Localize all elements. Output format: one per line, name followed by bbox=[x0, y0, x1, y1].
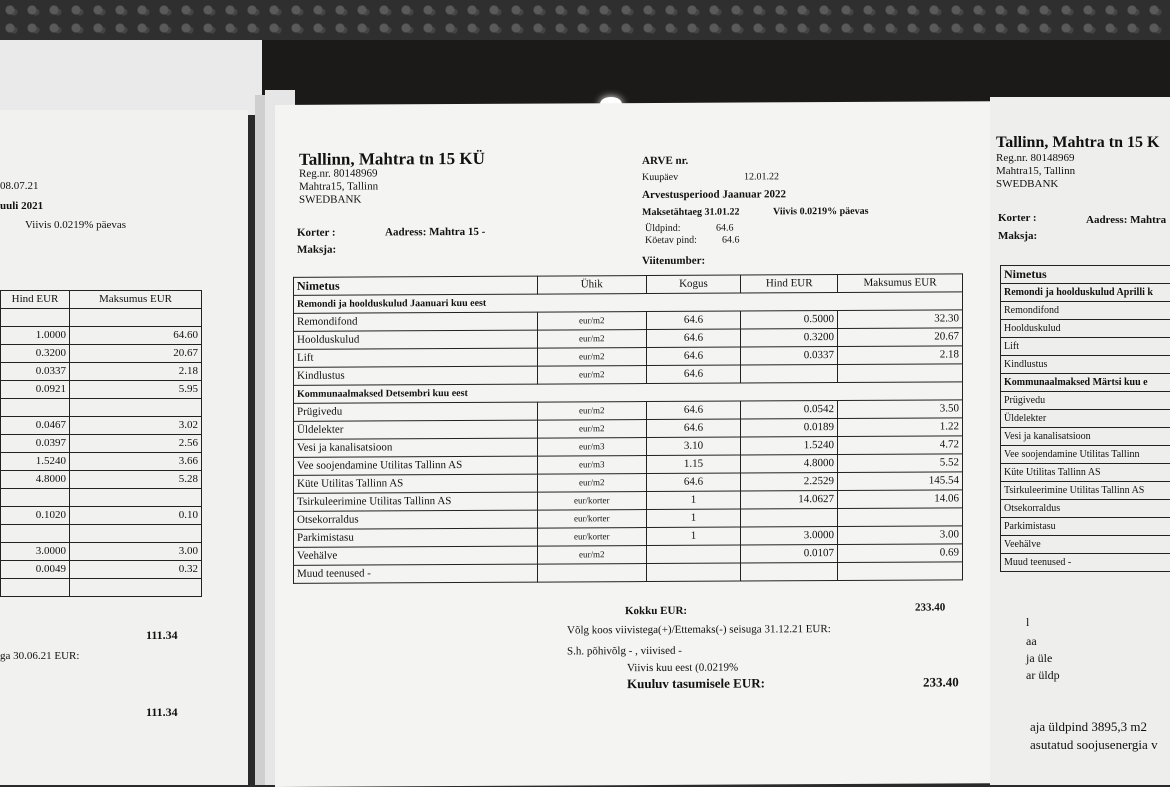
right-item-cell: Vesi ja kanalisatsioon bbox=[1001, 428, 1170, 446]
left-price-cell: 0.0337 bbox=[1, 363, 70, 381]
left-price-cell: 1.0000 bbox=[1, 327, 70, 345]
item-name-cell: Vesi ja kanalisatsioon bbox=[294, 438, 538, 457]
main-area: 64.6 bbox=[716, 223, 734, 234]
main-ref-label: Viitenumber: bbox=[642, 255, 705, 267]
item-price-cell bbox=[741, 365, 838, 384]
left-price-cell: 0.0921 bbox=[1, 381, 70, 399]
item-amount-cell: 0.69 bbox=[838, 544, 963, 563]
left-price-cell: 1.5240 bbox=[1, 453, 70, 471]
item-unit-cell: eur/m2 bbox=[537, 312, 646, 331]
main-section-maintenance: Remondi ja hoolduskulud Jaanuari kuu eest bbox=[294, 292, 963, 314]
item-amount-cell: 145.54 bbox=[838, 472, 963, 491]
item-amount-cell: 4.72 bbox=[838, 436, 963, 455]
table-row bbox=[1, 381, 202, 399]
main-total-label: Kokku EUR: bbox=[625, 605, 687, 617]
table-row bbox=[1, 417, 202, 435]
item-price-cell: 0.0189 bbox=[741, 419, 838, 438]
table-row bbox=[1001, 554, 1170, 572]
main-payable: 233.40 bbox=[923, 674, 959, 690]
item-qty-cell: 64.6 bbox=[646, 329, 741, 347]
item-name-cell: Tsirkuleerimine Utilitas Tallinn AS bbox=[294, 492, 538, 511]
main-debt: Võlg koos viivistega(+)/Ettemaks(-) seisuga 31.12.21 EUR: bbox=[567, 623, 831, 636]
table-row bbox=[1, 327, 202, 345]
table-row bbox=[1, 507, 202, 525]
left-price-cell: 0.1020 bbox=[1, 507, 70, 525]
right-item-cell: Prügivedu bbox=[1001, 392, 1170, 410]
main-aadress-label: Aadress: Mahtra 15 - bbox=[385, 226, 485, 239]
item-qty-cell: 64.6 bbox=[646, 401, 741, 419]
main-invoice-table bbox=[293, 273, 963, 584]
right-address-line: Mahtra15, Tallinn bbox=[996, 165, 1075, 177]
left-amount-cell: 5.95 bbox=[70, 381, 202, 399]
item-unit-cell: eur/m2 bbox=[537, 420, 646, 439]
item-unit-cell: eur/m2 bbox=[537, 330, 646, 349]
table-row bbox=[1001, 428, 1170, 446]
table-row bbox=[1001, 500, 1170, 518]
main-korter-label: Korter : bbox=[297, 227, 336, 239]
item-amount-cell bbox=[838, 508, 963, 527]
item-unit-cell: eur/m3 bbox=[537, 456, 646, 475]
main-maksja-label: Maksja: bbox=[297, 244, 336, 256]
item-price-cell: 4.8000 bbox=[741, 455, 838, 474]
item-amount-cell: 5.52 bbox=[838, 454, 963, 473]
right-fragment-4: ar üldp bbox=[1026, 668, 1060, 683]
main-interest-month: Viivis kuu eest (0.0219% bbox=[627, 662, 738, 675]
item-qty-cell: 64.6 bbox=[646, 311, 741, 329]
item-name-cell: Vee soojendamine Utilitas Tallinn AS bbox=[294, 456, 538, 475]
main-section-utilities: Kommunaalmaksed Detsembri kuu eest bbox=[294, 382, 963, 404]
item-name-cell: Otsekorraldus bbox=[294, 510, 538, 529]
right-note-2: asutatud soojusenergia v bbox=[1030, 737, 1158, 753]
item-name-cell: Prügivedu bbox=[294, 402, 538, 421]
table-row bbox=[1, 489, 202, 507]
left-date: 08.07.21 bbox=[0, 180, 39, 192]
table-row bbox=[1, 525, 202, 543]
main-header-amount: Maksumus EUR bbox=[838, 274, 963, 293]
item-amount-cell: 3.00 bbox=[838, 526, 963, 545]
item-amount-cell bbox=[838, 364, 963, 383]
table-row bbox=[1001, 302, 1170, 320]
item-name-cell: Remondifond bbox=[294, 312, 538, 331]
main-invoice bbox=[275, 101, 1030, 787]
right-item-cell: Kommunaalmaksed Märtsi kuu e bbox=[1001, 374, 1170, 392]
item-unit-cell: eur/m2 bbox=[537, 474, 646, 493]
left-invoice-table bbox=[0, 290, 202, 597]
item-qty-cell bbox=[646, 563, 741, 581]
table-row bbox=[1001, 392, 1170, 410]
table-row bbox=[1, 435, 202, 453]
table-row bbox=[1001, 356, 1170, 374]
main-address-line: Mahtra15, Tallinn bbox=[299, 180, 378, 192]
item-price-cell bbox=[741, 509, 838, 528]
left-amount-cell: 0.32 bbox=[70, 561, 202, 579]
table-row bbox=[1001, 374, 1170, 392]
right-item-cell: Lift bbox=[1001, 338, 1170, 356]
item-name-cell: Kindlustus bbox=[294, 366, 538, 385]
main-interest: Viivis 0.0219% päevas bbox=[773, 206, 868, 217]
right-item-cell: Küte Utilitas Tallinn AS bbox=[1001, 464, 1170, 482]
left-amount-cell: 2.18 bbox=[70, 363, 202, 381]
right-item-cell: Üldelekter bbox=[1001, 410, 1170, 428]
item-name-cell: Küte Utilitas Tallinn AS bbox=[294, 474, 538, 493]
left-period: uuli 2021 bbox=[0, 200, 43, 212]
right-regnr: Reg.nr. 80148969 bbox=[996, 152, 1075, 164]
right-item-cell: Remondi ja hoolduskulud Aprilli k bbox=[1001, 284, 1170, 302]
left-price-cell: 0.0049 bbox=[1, 561, 70, 579]
left-price-cell: 3.0000 bbox=[1, 543, 70, 561]
right-bank: SWEDBANK bbox=[996, 178, 1058, 190]
right-item-cell: Veehälve bbox=[1001, 536, 1170, 554]
left-amount-cell: 3.66 bbox=[70, 453, 202, 471]
right-item-cell: Kindlustus bbox=[1001, 356, 1170, 374]
item-qty-cell: 1 bbox=[646, 509, 741, 527]
item-price-cell: 0.0337 bbox=[741, 347, 838, 366]
right-item-cell: Parkimistasu bbox=[1001, 518, 1170, 536]
left-price-cell bbox=[1, 579, 70, 597]
item-price-cell: 0.3200 bbox=[741, 329, 838, 348]
item-name-cell: Parkimistasu bbox=[294, 528, 538, 547]
item-price-cell: 0.0107 bbox=[741, 545, 838, 564]
table-row bbox=[1, 579, 202, 597]
left-header-amount: Maksumus EUR bbox=[70, 291, 202, 309]
item-amount-cell: 14.06 bbox=[838, 490, 963, 509]
right-invoice-table bbox=[1000, 265, 1170, 572]
left-amount-cell: 0.10 bbox=[70, 507, 202, 525]
table-row bbox=[1001, 410, 1170, 428]
table-row bbox=[1001, 284, 1170, 302]
item-unit-cell: eur/korter bbox=[537, 510, 646, 529]
right-fragment-3: ja üle bbox=[1026, 651, 1052, 666]
right-item-cell: Vee soojendamine Utilitas Tallinn bbox=[1001, 446, 1170, 464]
item-qty-cell: 1.15 bbox=[646, 455, 741, 473]
right-fragment-1: l bbox=[1026, 615, 1029, 630]
right-item-cell: Muud teenused - bbox=[1001, 554, 1170, 572]
left-price-cell: 4.8000 bbox=[1, 471, 70, 489]
left-doc-top-sheet bbox=[0, 40, 262, 115]
table-row bbox=[1001, 338, 1170, 356]
table-row bbox=[1, 543, 202, 561]
table-row bbox=[1, 309, 202, 327]
left-amount-cell bbox=[70, 525, 202, 543]
left-price-cell: 0.0397 bbox=[1, 435, 70, 453]
table-row bbox=[1001, 536, 1170, 554]
item-qty-cell: 1 bbox=[646, 491, 741, 509]
item-qty-cell: 64.6 bbox=[646, 365, 741, 383]
right-note-1: aja üldpind 3895,3 m2 bbox=[1030, 719, 1147, 735]
main-header-name: Nimetus bbox=[294, 276, 538, 295]
item-name-cell: Hoolduskulud bbox=[294, 330, 538, 349]
main-period: Arvestusperiood Jaanuar 2022 bbox=[642, 188, 786, 201]
item-amount-cell: 20.67 bbox=[838, 328, 963, 347]
main-bank: SWEDBANK bbox=[299, 194, 361, 206]
item-unit-cell: eur/m3 bbox=[537, 438, 646, 457]
main-heated: 64.6 bbox=[722, 235, 740, 246]
left-amount-cell bbox=[70, 579, 202, 597]
item-unit-cell: eur/m2 bbox=[537, 366, 646, 385]
right-item-cell: Otsekorraldus bbox=[1001, 500, 1170, 518]
item-unit-cell: eur/korter bbox=[537, 528, 646, 547]
table-row bbox=[1001, 446, 1170, 464]
item-name-cell: Lift bbox=[294, 348, 538, 367]
main-payable-label: Kuuluv tasumisele EUR: bbox=[627, 675, 765, 692]
table-row bbox=[1001, 518, 1170, 536]
left-amount-cell bbox=[70, 489, 202, 507]
item-name-cell: Veehälve bbox=[294, 546, 538, 565]
left-price-cell bbox=[1, 525, 70, 543]
item-name-cell: Muud teenused - bbox=[294, 564, 538, 583]
right-item-cell: Hoolduskulud bbox=[1001, 320, 1170, 338]
item-qty-cell: 1 bbox=[646, 527, 741, 545]
left-amount-cell: 5.28 bbox=[70, 471, 202, 489]
item-name-cell: Üldelekter bbox=[294, 420, 538, 439]
table-row bbox=[1, 363, 202, 381]
left-amount-cell bbox=[70, 309, 202, 327]
right-korter-label: Korter : bbox=[998, 212, 1037, 224]
left-price-cell bbox=[1, 489, 70, 507]
right-aadress-label: Aadress: Mahtra bbox=[1086, 214, 1166, 226]
main-total: 233.40 bbox=[915, 601, 945, 613]
right-header-name: Nimetus bbox=[1001, 266, 1170, 284]
main-kuupaev: 12.01.22 bbox=[744, 171, 779, 182]
item-qty-cell: 64.6 bbox=[646, 347, 741, 365]
left-amount-cell bbox=[70, 399, 202, 417]
left-total: 111.34 bbox=[146, 628, 178, 643]
main-header-price: Hind EUR bbox=[741, 275, 838, 294]
main-arve-label: ARVE nr. bbox=[642, 155, 688, 167]
main-due: Maksetähtaeg 31.01.22 bbox=[642, 207, 740, 219]
left-price-cell bbox=[1, 309, 70, 327]
main-header-unit: Ühik bbox=[537, 276, 646, 295]
table-row bbox=[294, 562, 963, 584]
table-row bbox=[1, 453, 202, 471]
left-price-cell: 0.3200 bbox=[1, 345, 70, 363]
main-area-label: Üldpind: bbox=[645, 223, 681, 234]
left-amount-cell: 3.02 bbox=[70, 417, 202, 435]
item-unit-cell: eur/m2 bbox=[537, 546, 646, 565]
item-price-cell: 2.2529 bbox=[741, 473, 838, 492]
right-item-cell: Tsirkuleerimine Utilitas Tallinn AS bbox=[1001, 482, 1170, 500]
item-unit-cell: eur/m2 bbox=[537, 348, 646, 367]
left-header-price: Hind EUR bbox=[1, 291, 70, 309]
right-item-cell: Remondifond bbox=[1001, 302, 1170, 320]
item-unit-cell: eur/korter bbox=[537, 492, 646, 511]
item-qty-cell: 64.6 bbox=[646, 419, 741, 437]
left-price-cell: 0.0467 bbox=[1, 417, 70, 435]
item-price-cell: 1.5240 bbox=[741, 437, 838, 456]
left-invoice bbox=[0, 110, 248, 785]
left-amount-cell: 2.56 bbox=[70, 435, 202, 453]
item-price-cell: 3.0000 bbox=[741, 527, 838, 546]
main-company: Tallinn, Mahtra tn 15 KÜ bbox=[299, 149, 485, 170]
item-price-cell: 14.0627 bbox=[741, 491, 838, 510]
item-amount-cell: 1.22 bbox=[838, 418, 963, 437]
item-price-cell: 0.5000 bbox=[741, 311, 838, 330]
item-amount-cell: 3.50 bbox=[838, 400, 963, 419]
item-qty-cell: 64.6 bbox=[646, 473, 741, 491]
right-fragment-2: aa bbox=[1026, 634, 1037, 649]
item-unit-cell: eur/m2 bbox=[537, 402, 646, 421]
main-kuupaev-label: Kuupäev bbox=[642, 172, 678, 183]
right-invoice bbox=[990, 97, 1170, 785]
item-amount-cell: 32.30 bbox=[838, 310, 963, 329]
left-price-cell bbox=[1, 399, 70, 417]
main-heated-label: Köetav pind: bbox=[645, 235, 697, 246]
table-row bbox=[1001, 320, 1170, 338]
right-company: Tallinn, Mahtra tn 15 K bbox=[996, 134, 1159, 152]
item-unit-cell bbox=[537, 564, 646, 583]
item-qty-cell: 3.10 bbox=[646, 437, 741, 455]
left-amount-cell: 64.60 bbox=[70, 327, 202, 345]
table-row bbox=[1, 471, 202, 489]
left-total-2: 111.34 bbox=[146, 705, 178, 720]
item-price-cell bbox=[741, 563, 838, 582]
left-amount-cell: 20.67 bbox=[70, 345, 202, 363]
main-regnr: Reg.nr. 80148969 bbox=[299, 167, 378, 179]
left-amount-cell: 3.00 bbox=[70, 543, 202, 561]
item-amount-cell: 2.18 bbox=[838, 346, 963, 365]
item-amount-cell bbox=[838, 562, 963, 581]
table-row bbox=[1001, 482, 1170, 500]
left-interest: Viivis 0.0219% päevas bbox=[25, 219, 126, 231]
table-row bbox=[1, 561, 202, 579]
item-price-cell: 0.0542 bbox=[741, 401, 838, 420]
table-row bbox=[1001, 464, 1170, 482]
main-principal: S.h. põhivõlg - , viivised - bbox=[567, 645, 682, 658]
right-maksja-label: Maksja: bbox=[998, 230, 1037, 242]
left-debt-label: ga 30.06.21 EUR: bbox=[0, 650, 79, 662]
item-qty-cell bbox=[646, 545, 741, 563]
table-row bbox=[1, 399, 202, 417]
main-header-qty: Kogus bbox=[646, 275, 741, 293]
table-row bbox=[1, 345, 202, 363]
